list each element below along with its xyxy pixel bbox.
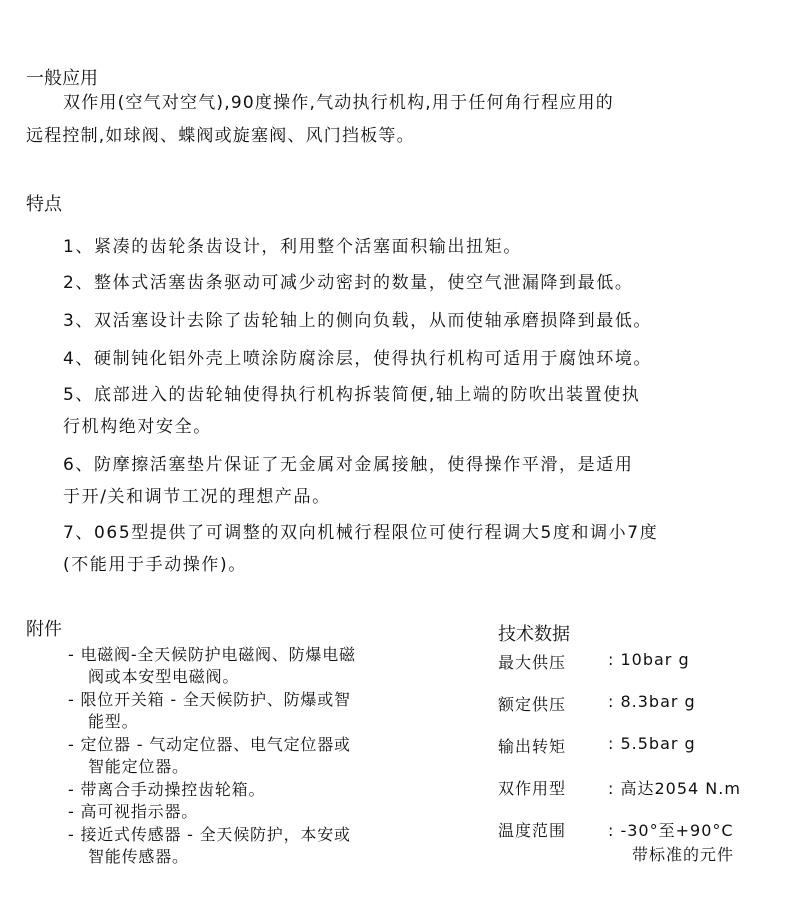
feature-line: (不能用于手动操作)。: [63, 555, 247, 575]
feature-line: 6、防摩擦活塞垫片保证了无金属对金属接触，使得操作平滑，是适用: [63, 455, 634, 475]
spec-label: 双作用型: [498, 779, 567, 798]
feature-line: 1、紧凑的齿轮条齿设计，利用整个活塞面积输出扭矩。: [63, 237, 522, 257]
feature-line: 于开/关和调节工况的理想产品。: [63, 487, 331, 507]
specs-heading: 技术数据: [498, 624, 570, 645]
spec-label: 额定供压: [498, 695, 567, 714]
spec-value: : 5.5bar g: [608, 734, 696, 753]
feature-line: 4、硬制钝化铝外壳上喷涂防腐涂层，使得执行机构可适用于腐蚀环境。: [63, 349, 653, 369]
accessory-line: - 电磁阀-全天候防护电磁阀、防爆电磁: [68, 645, 356, 664]
general-line: 双作用(空气对空气),90度操作,气动执行机构,用于任何角行程应用的: [63, 93, 614, 113]
accessory-line: - 接近式传感器 - 全天候防护，本安或: [68, 825, 351, 844]
accessory-line: - 带离合手动操控齿轮箱。: [68, 780, 266, 799]
feature-line: 3、双活塞设计去除了齿轮轴上的侧向负载，从而使轴承磨损降到最低。: [63, 311, 653, 331]
spec-value: : 高达2054 N.m: [608, 779, 741, 798]
features-heading: 特点: [26, 194, 62, 215]
spec-value: : 8.3bar g: [608, 692, 696, 711]
accessory-line: - 定位器 - 气动定位器、电气定位器或: [68, 735, 351, 754]
accessory-line: 智能传感器。: [88, 847, 189, 866]
spec-value: : 10bar g: [608, 650, 690, 669]
spec-label: 最大供压: [498, 653, 567, 672]
accessory-line: 智能定位器。: [88, 757, 189, 776]
spec-value: : -30°至+90°C: [608, 821, 734, 840]
accessory-line: 阀或本安型电磁阀。: [88, 667, 240, 686]
accessories-heading: 附件: [26, 619, 62, 640]
spec-label: 温度范围: [498, 821, 567, 840]
feature-line: 2、整体式活塞齿条驱动可减少动密封的数量，使空气泄漏降到最低。: [63, 273, 634, 293]
general-line: 远程控制,如球阀、蝶阀或旋塞阀、风门挡板等。: [26, 126, 415, 146]
feature-line: 5、底部进入的齿轮轴使得执行机构拆装简便,轴上端的防吹出装置使执: [63, 385, 641, 405]
spec-temp-note: 带标准的元件: [632, 845, 735, 864]
general-heading: 一般应用: [26, 68, 98, 89]
accessory-line: - 高可视指示器。: [68, 802, 199, 821]
spec-label: 输出转矩: [498, 737, 567, 756]
accessory-line: 能型。: [88, 712, 139, 731]
feature-line: 7、065型提供了可调整的双向机械行程限位可使行程调大5度和调小7度: [63, 523, 659, 543]
accessory-line: - 限位开关箱 - 全天候防护、防爆或智: [68, 690, 351, 709]
feature-line: 行机构绝对安全。: [63, 417, 212, 437]
